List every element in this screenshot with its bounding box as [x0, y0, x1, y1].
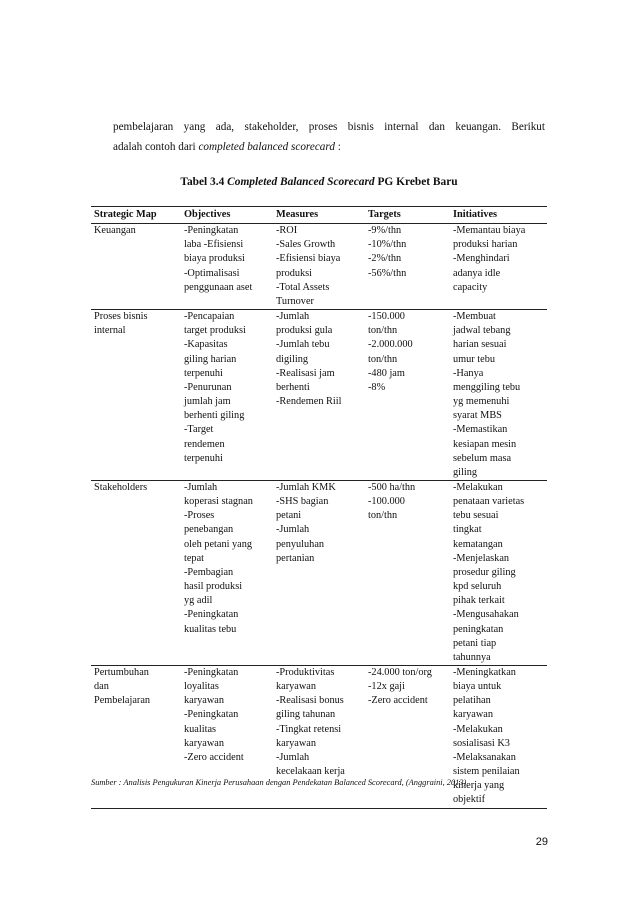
cell-line: -Meningkatkan: [453, 667, 516, 678]
cell-line: target produksi: [184, 325, 246, 337]
cell-line: -Jumlah: [184, 481, 218, 493]
cell-line: -Peningkatan: [184, 609, 239, 621]
cell-line: produksi gula: [276, 325, 333, 337]
cell-line: -Menjelaskan: [453, 552, 510, 564]
cell-line: yg memenuhi: [453, 396, 510, 408]
cell-line: -Jumlah: [276, 311, 310, 323]
cell-line: tebu sesuai: [453, 510, 499, 522]
cell-line: oleh petani yang: [184, 538, 253, 550]
cell-line: -SHS bagian: [276, 496, 329, 508]
cell-line: -Total Assets: [276, 281, 330, 293]
cell-line: -10%/thn: [368, 239, 407, 251]
intro-line-2: adalah contoh dari completed balanced scorecard :: [113, 141, 341, 153]
cell-line: -150.000: [368, 311, 405, 323]
intro-line-1: pembelajaran yang ada, stakeholder, proses bisnis internal dan keuangan. Berikut: [113, 121, 545, 133]
cell-line: -Melakukan: [453, 481, 503, 493]
header-targets: Targets: [365, 207, 450, 224]
table-row: [91, 480, 547, 665]
cell-line: objektif: [453, 794, 486, 806]
cell-line: hasil produksi: [184, 581, 243, 593]
cell-line: -Target: [184, 424, 214, 436]
cell-line: -Memantau biaya: [453, 225, 526, 237]
cell-line: Proses bisnis: [94, 311, 148, 323]
cell-line: menggiling tebu: [453, 381, 521, 393]
cell-measures: [273, 480, 365, 665]
cell-line: -9%/thn: [368, 225, 402, 237]
cell-initiatives: [450, 480, 547, 665]
cell-line: terpenuhi: [184, 452, 223, 464]
cell-line: karyawan: [184, 737, 225, 749]
cell-line: syarat MBS: [453, 410, 502, 422]
cell-line: -Rendemen Riil: [276, 396, 342, 408]
cell-line: peningkatan: [453, 623, 504, 635]
cell-line: karyawan: [184, 695, 225, 707]
cell-line: jumlah jam: [184, 396, 231, 408]
cell-line: -Tingkat retensi: [276, 723, 342, 735]
cell-targets: [365, 224, 450, 310]
cell-line: pertanian: [276, 552, 315, 564]
cell-line: penggunaan aset: [184, 281, 253, 293]
cell-line: -Zero accident: [368, 695, 428, 707]
cell-line: -ROI: [276, 225, 298, 237]
header-measures: Measures: [273, 207, 365, 224]
cell-line: yg adil: [184, 595, 213, 607]
table-body: [91, 224, 547, 808]
cell-line: jadwal tebang: [453, 325, 511, 337]
table-caption: Tabel 3.4 Completed Balanced Scorecard PG Krebet Baru: [180, 176, 458, 188]
cell-line: rendemen: [184, 438, 225, 450]
cell-line: penataan varietas: [453, 496, 525, 508]
cell-line: -Hanya: [453, 367, 484, 379]
cell-line: -Mengusahakan: [453, 609, 519, 621]
cell-line: -Memastikan: [453, 424, 508, 436]
cell-line: Pertumbuhan: [94, 667, 149, 678]
cell-line: adanya idle: [453, 267, 501, 279]
cell-line: petani: [276, 510, 302, 522]
cell-line: -12x gaji: [368, 681, 405, 693]
cell-line: koperasi stagnan: [184, 496, 253, 508]
cell-line: pelatihan: [453, 695, 491, 707]
intro-italic-term: completed balanced scorecard: [198, 141, 335, 153]
cell-line: laba -Efisiensi: [184, 239, 244, 251]
cell-strategic-map: [91, 480, 181, 665]
cell-line: -Peningkatan: [184, 709, 239, 721]
cell-line: -2%/thn: [368, 253, 402, 265]
cell-line: -Peningkatan: [184, 667, 239, 678]
cell-initiatives: [450, 310, 547, 481]
cell-line: -Melaksanakan: [453, 751, 516, 763]
cell-line: -Membuat: [453, 311, 496, 323]
cell-line: -24.000 ton/org: [368, 667, 432, 678]
table-source-note: Sumber : Analisis Pengukuran Kinerja Perusahaan dengan Pendekatan Balanced Scorecard, (Anggraini, 2013): [91, 778, 467, 787]
cell-line: sistem penilaian: [453, 766, 520, 778]
cell-line: -Melakukan: [453, 723, 503, 735]
cell-line: -Jumlah KMK: [276, 481, 336, 493]
cell-line: petani tiap: [453, 637, 497, 649]
cell-line: -480 jam: [368, 367, 405, 379]
cell-line: -Peningkatan: [184, 225, 239, 237]
cell-line: kematangan: [453, 538, 503, 550]
cell-line: karyawan: [276, 681, 317, 693]
cell-objectives: [181, 310, 273, 481]
cell-line: giling tahunan: [276, 709, 336, 721]
cell-line: ton/thn: [368, 325, 398, 337]
cell-line: tepat: [184, 552, 205, 564]
cell-line: -Realisasi jam: [276, 367, 335, 379]
cell-measures: [273, 310, 365, 481]
cell-line: -Jumlah tebu: [276, 339, 330, 351]
cell-line: terpenuhi: [184, 367, 223, 379]
cell-line: biaya untuk: [453, 681, 502, 693]
cell-line: umur tebu: [453, 353, 496, 365]
cell-line: Turnover: [276, 295, 314, 307]
caption-italic: Completed Balanced Scorecard: [227, 176, 375, 188]
cell-line: produksi harian: [453, 239, 518, 251]
cell-line: kpd seluruh: [453, 581, 502, 593]
table-header-row: [91, 207, 547, 224]
cell-line: tahunnya: [453, 651, 491, 663]
cell-strategic-map: [91, 224, 181, 310]
cell-line: sosialisasi K3: [453, 737, 510, 749]
cell-line: giling: [453, 466, 478, 478]
cell-line: -Jumlah: [276, 524, 310, 536]
cell-line: Stakeholders: [94, 481, 148, 493]
cell-line: prosedur giling: [453, 566, 516, 578]
cell-targets: [365, 480, 450, 665]
cell-line: -Sales Growth: [276, 239, 336, 251]
cell-line: tingkat: [453, 524, 482, 536]
cell-line: ton/thn: [368, 353, 398, 365]
table-row: [91, 224, 547, 310]
cell-line: biaya produksi: [184, 253, 245, 265]
cell-line: produksi: [276, 267, 313, 279]
cell-line: -Jumlah: [276, 751, 310, 763]
cell-line: -Kapasitas: [184, 339, 228, 351]
cell-line: Keuangan: [94, 225, 136, 237]
cell-targets: [365, 310, 450, 481]
cell-line: kualitas: [184, 723, 217, 735]
cell-line: kinerja yang: [453, 780, 505, 792]
cell-line: kualitas tebu: [184, 623, 237, 635]
cell-strategic-map: [91, 310, 181, 481]
cell-line: berhenti giling: [184, 410, 245, 422]
cell-line: internal: [94, 325, 126, 337]
cell-objectives: [181, 480, 273, 665]
balanced-scorecard-table: [91, 206, 547, 809]
cell-line: dan: [94, 681, 109, 693]
cell-line: capacity: [453, 281, 488, 293]
cell-initiatives: [450, 224, 547, 310]
table-row: [91, 310, 547, 481]
page-number: 29: [535, 836, 548, 848]
cell-measures: [273, 224, 365, 310]
cell-line: -500 ha/thn: [368, 481, 416, 493]
cell-line: -Pencapaian: [184, 311, 235, 323]
cell-line: sebelum masa: [453, 452, 512, 464]
cell-line: kecelakaan kerja: [276, 766, 345, 778]
cell-line: giling harian: [184, 353, 237, 365]
cell-line: loyalitas: [184, 681, 219, 693]
header-strategic-map: Strategic Map: [91, 207, 181, 224]
cell-line: -Realisasi bonus: [276, 695, 344, 707]
cell-line: berhenti: [276, 381, 310, 393]
cell-line: -Efisiensi biaya: [276, 253, 341, 265]
cell-objectives: [181, 224, 273, 310]
cell-line: -Produktivitas: [276, 667, 335, 678]
cell-line: ton/thn: [368, 510, 398, 522]
cell-line: -2.000.000: [368, 339, 413, 351]
intro-paragraph: [113, 117, 545, 157]
cell-line: pihak terkait: [453, 595, 505, 607]
cell-line: -Pembagian: [184, 566, 234, 578]
cell-line: karyawan: [276, 737, 317, 749]
cell-line: penyuluhan: [276, 538, 325, 550]
cell-line: -Penurunan: [184, 381, 232, 393]
cell-line: -56%/thn: [368, 267, 407, 279]
cell-line: harian sesuai: [453, 339, 507, 351]
cell-line: kesiapan mesin: [453, 438, 517, 450]
cell-line: karyawan: [453, 709, 494, 721]
cell-line: penebangan: [184, 524, 234, 536]
cell-line: digiling: [276, 353, 309, 365]
cell-line: -Zero accident: [184, 751, 244, 763]
header-initiatives: Initiatives: [450, 207, 547, 224]
cell-line: -Optimalisasi: [184, 267, 240, 279]
cell-line: Pembelajaran: [94, 695, 151, 707]
header-objectives: Objectives: [181, 207, 273, 224]
cell-line: -100.000: [368, 496, 405, 508]
cell-line: -Menghindari: [453, 253, 510, 265]
cell-line: -Proses: [184, 510, 215, 522]
cell-line: -8%: [368, 381, 386, 393]
